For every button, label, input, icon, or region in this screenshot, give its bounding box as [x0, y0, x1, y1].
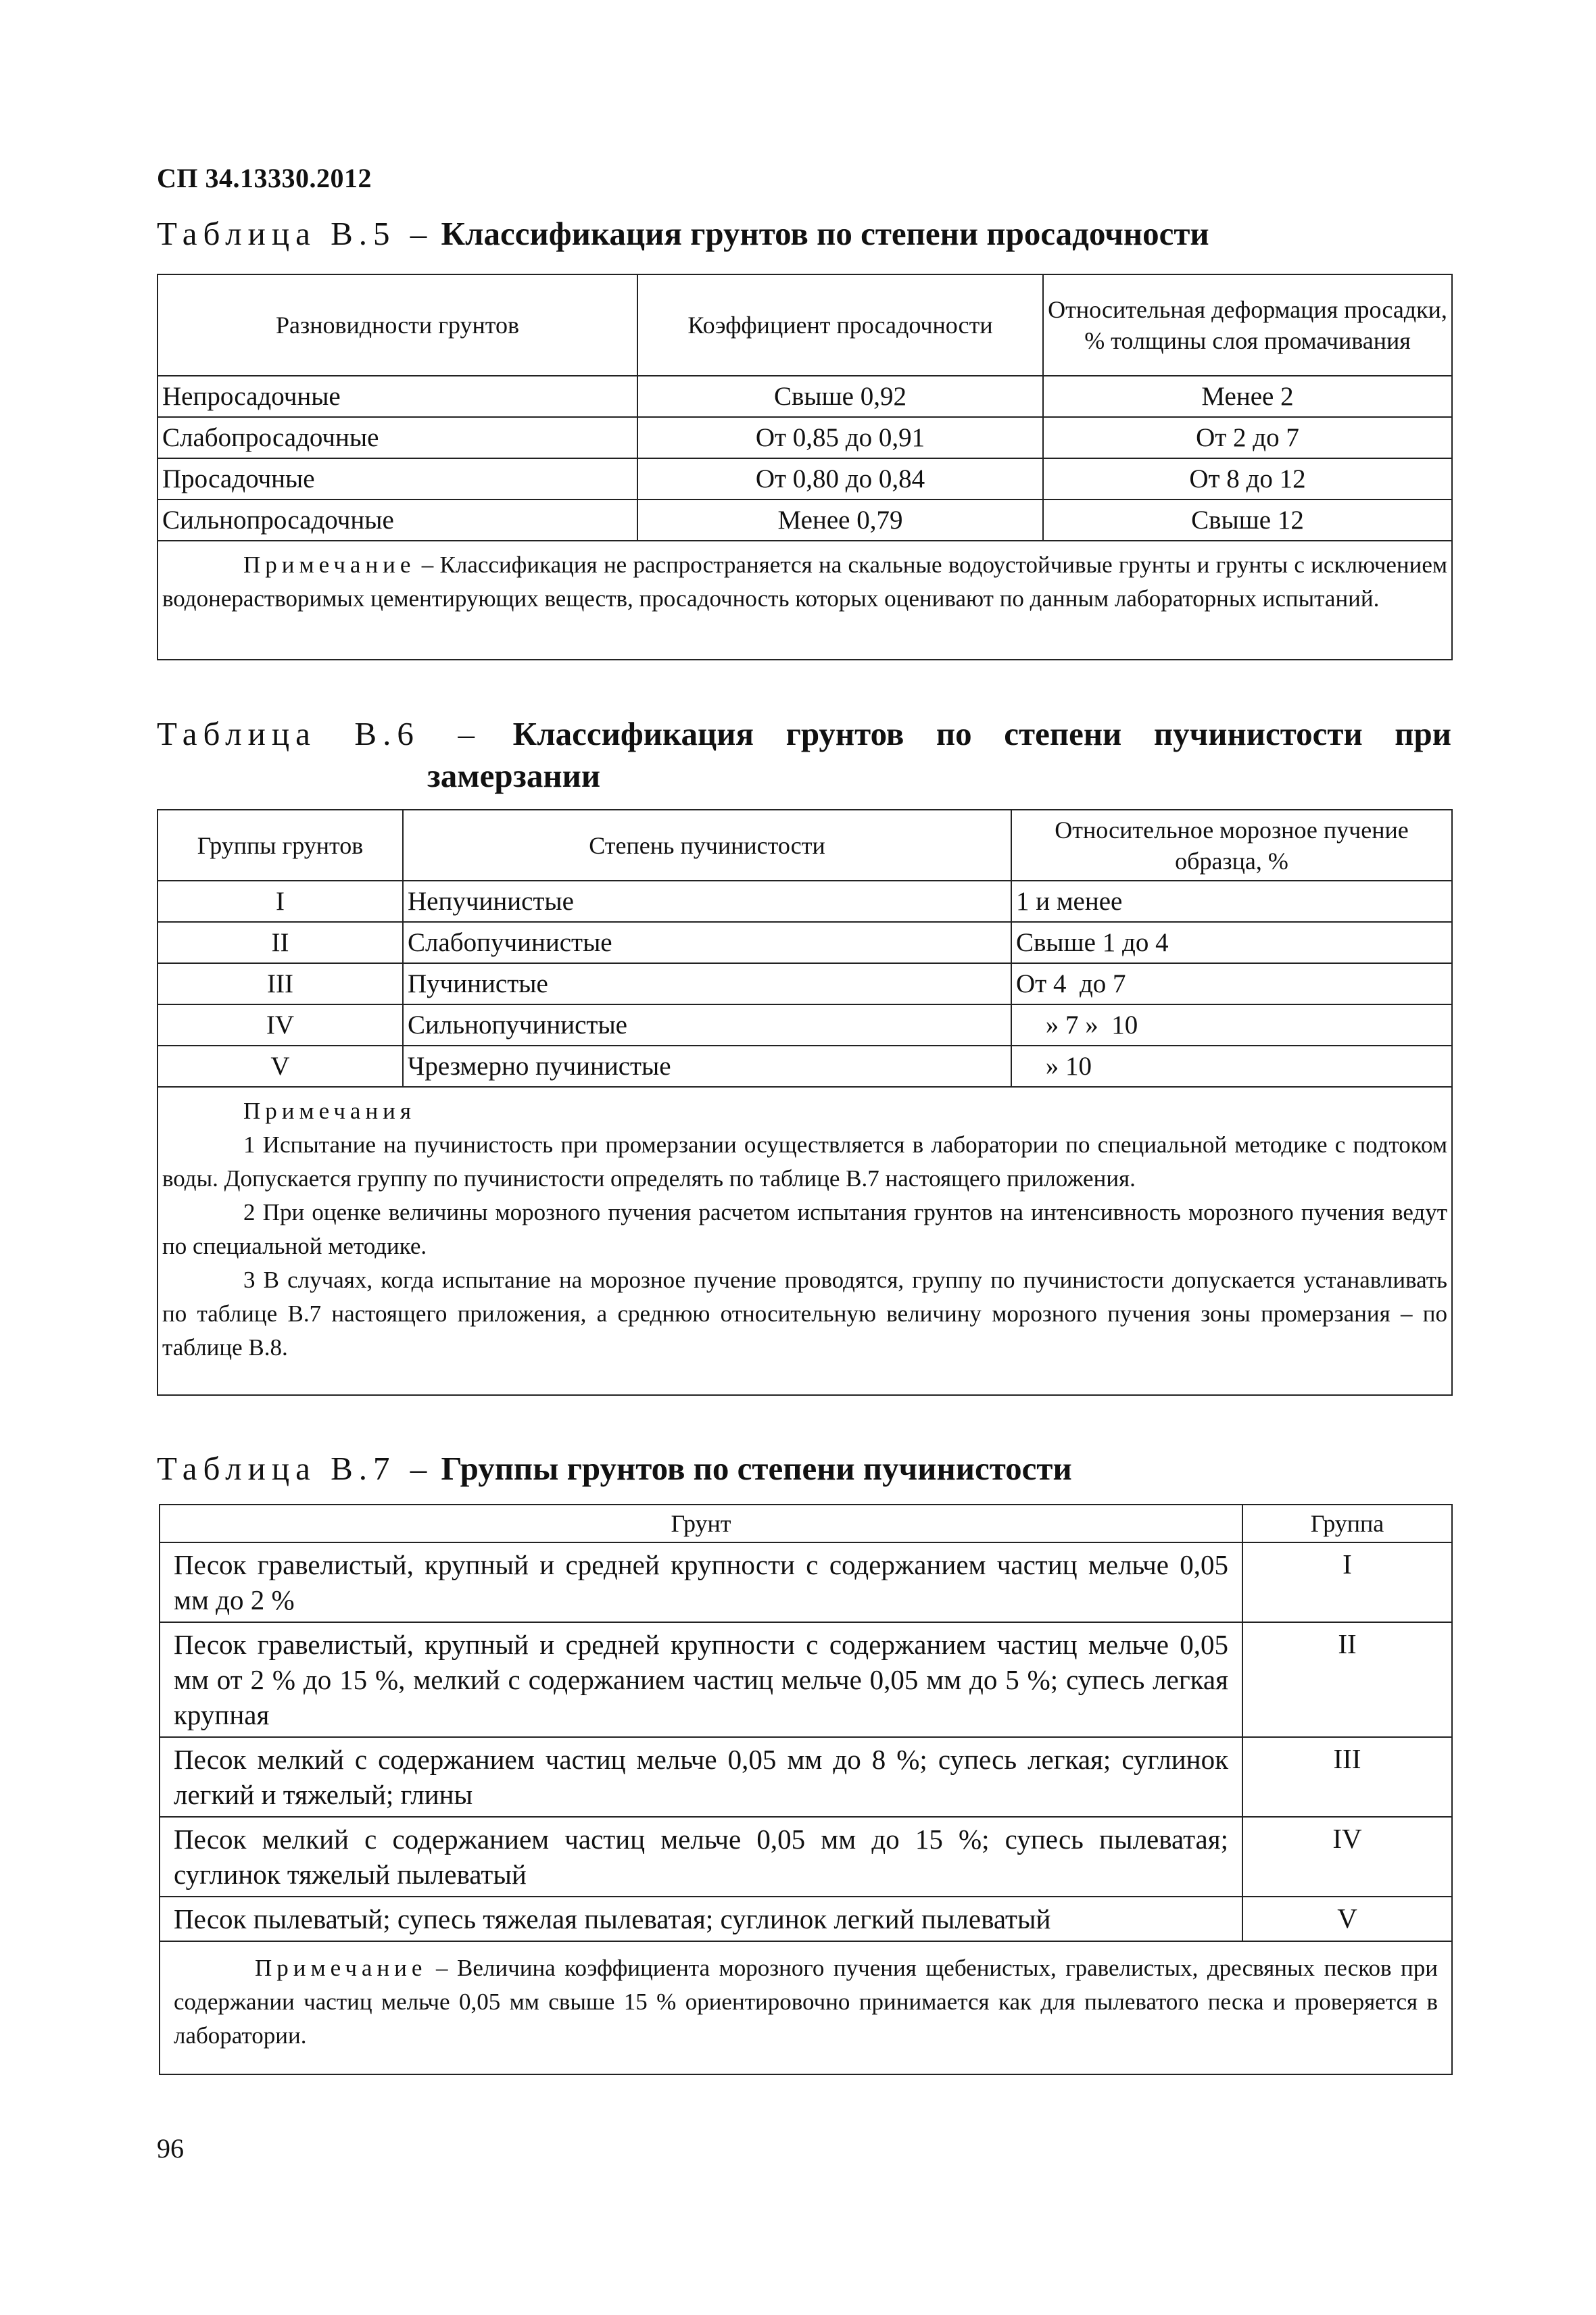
table-row: [158, 1004, 1452, 1046]
cell-soil-description: Песок гравелистый, крупный и средней крупности с содержанием частиц мельче 0,05 мм до 2 %: [160, 1542, 1242, 1622]
col-header-soil-group: Группы грунтов: [158, 810, 403, 881]
cell-group: III: [158, 963, 403, 1004]
cell-degree: Слабопучинистые: [403, 922, 1011, 963]
table-b6-caption-continued: [157, 755, 600, 797]
table-note-row: [158, 541, 1452, 660]
table-b6-caption: [157, 713, 1451, 755]
cell-degree: Чрезмерно пучинистые: [403, 1046, 1011, 1087]
table-b5-caption: [157, 213, 1209, 255]
note-label: Примечание: [255, 1955, 427, 1981]
cell-group: I: [1242, 1542, 1452, 1622]
cell-group: V: [1242, 1897, 1452, 1941]
table-b5-title: Классификация грунтов по степени просадочности: [441, 215, 1209, 252]
table-row: [158, 376, 1452, 417]
table-b5-note: [158, 541, 1452, 660]
table-b7-caption-lead: Таблица В.7 –: [157, 1450, 433, 1487]
cell-heave: » 7 » 10: [1011, 1004, 1452, 1046]
table-row: [158, 922, 1452, 963]
cell-degree: Пучинистые: [403, 963, 1011, 1004]
table-b7-caption: [157, 1448, 1072, 1490]
col-header-group: Группа: [1242, 1505, 1452, 1542]
page-number: 96: [157, 2133, 184, 2164]
table-row: [158, 963, 1452, 1004]
table-row: [158, 881, 1452, 922]
cell-soil-type: Просадочные: [158, 458, 637, 499]
table-b6-title-line2: замерзании: [427, 757, 601, 794]
col-header-relative-deformation: Относительная деформация просадки, % толщины слоя промачивания: [1043, 274, 1452, 376]
cell-group: II: [158, 922, 403, 963]
cell-coefficient: От 0,80 до 0,84: [637, 458, 1043, 499]
cell-coefficient: Свыше 0,92: [637, 376, 1043, 417]
cell-group: V: [158, 1046, 403, 1087]
table-row: [158, 1046, 1452, 1087]
table-b6: [157, 809, 1453, 1396]
note-3: 3 В случаях, когда испытание на морозное пучение проводятся, группу по пучинистости допускается устанавливать по таблице В.7 настоящего приложения, а среднюю относительную величину морозного пучения зоны промерзания – по таблице В.8.: [162, 1267, 1447, 1361]
col-header-frost-heave: Относительное морозное пучение образца, %: [1011, 810, 1452, 881]
cell-group: I: [158, 881, 403, 922]
table-row: [160, 1542, 1452, 1622]
table-row: [160, 1817, 1452, 1897]
table-note-row: [158, 1087, 1452, 1395]
cell-degree: Непучинистые: [403, 881, 1011, 922]
cell-heave: 1 и менее: [1011, 881, 1452, 922]
cell-group: IV: [1242, 1817, 1452, 1897]
table-header-row: [158, 274, 1452, 376]
col-header-heaving-degree: Степень пучинистости: [403, 810, 1011, 881]
cell-soil-type: Непросадочные: [158, 376, 637, 417]
cell-soil-description: Песок мелкий с содержанием частиц мельче 0,05 мм до 8 %; супесь легкая; суглинок легкий и тяжелый; глины: [160, 1737, 1242, 1817]
cell-group: II: [1242, 1622, 1452, 1737]
note-2: 2 При оценке величины морозного пучения расчетом испытания грунтов на интенсивность морозного пучения ведут по специальной методике.: [162, 1199, 1447, 1259]
table-b5: [157, 274, 1453, 660]
col-header-soil: Грунт: [160, 1505, 1242, 1542]
table-row: [158, 499, 1452, 541]
table-row: [160, 1737, 1452, 1817]
cell-deformation: От 8 до 12: [1043, 458, 1452, 499]
note-text: – Классификация не распространяется на скальные водоустойчивые грунты и грунты с исключением водонерастворимых цементирующих веществ, просадочность которых оценивают по данным лабораторных испытаний.: [162, 552, 1448, 612]
table-row: [158, 417, 1452, 458]
notes-label: Примечания: [243, 1098, 416, 1124]
table-b5-caption-lead: Таблица В.5 –: [157, 215, 433, 252]
cell-soil-type: Слабопросадочные: [158, 417, 637, 458]
note-text: – Величина коэффициента морозного пучения щебенистых, гравелистых, дресвяных песков при содержании частиц мельче 0,05 мм свыше 15 % ориентировочно принимается как для пылеватого песка и проверяется в лаборатории.: [174, 1955, 1438, 2049]
cell-soil-description: Песок гравелистый, крупный и средней крупности с содержанием частиц мельче 0,05 мм от 2 % до 15 %, мелкий с содержанием частиц мельче 0,05 мм до 5 %; супесь легкая крупная: [160, 1622, 1242, 1737]
cell-heave: От 4 до 7: [1011, 963, 1452, 1004]
cell-group: IV: [158, 1004, 403, 1046]
cell-soil-description: Песок мелкий с содержанием частиц мельче 0,05 мм до 15 %; супесь пылеватая; суглинок тяжелый пылеватый: [160, 1817, 1242, 1897]
table-b6-notes: [158, 1087, 1452, 1395]
cell-group: III: [1242, 1737, 1452, 1817]
cell-deformation: От 2 до 7: [1043, 417, 1452, 458]
cell-coefficient: От 0,85 до 0,91: [637, 417, 1043, 458]
table-b7: [159, 1504, 1453, 2075]
table-row: [160, 1622, 1452, 1737]
cell-deformation: Менее 2: [1043, 376, 1452, 417]
table-b6-caption-lead: Таблица В.6 –: [157, 715, 481, 752]
cell-heave: Свыше 1 до 4: [1011, 922, 1452, 963]
table-b7-note: [160, 1941, 1452, 2074]
cell-degree: Сильнопучинистые: [403, 1004, 1011, 1046]
table-header-row: [160, 1505, 1452, 1542]
col-header-subsidence-coefficient: Коэффициент просадочности: [637, 274, 1043, 376]
table-row: [158, 458, 1452, 499]
col-header-soil-type: Разновидности грунтов: [158, 274, 637, 376]
cell-soil-type: Сильнопросадочные: [158, 499, 637, 541]
cell-soil-description: Песок пылеватый; супесь тяжелая пылеватая; суглинок легкий пылеватый: [160, 1897, 1242, 1941]
table-b6-title-line1: Классификация грунтов по степени пучинистости при: [512, 715, 1452, 752]
cell-heave: » 10: [1011, 1046, 1452, 1087]
table-header-row: [158, 810, 1452, 881]
table-row: [160, 1897, 1452, 1941]
note-1: 1 Испытание на пучинистость при промерзании осуществляется в лаборатории по специальной методике с подтоком воды. Допускается группу по пучинистости определять по таблице В.7 настоящего приложения.: [162, 1131, 1447, 1192]
note-label: Примечание: [243, 552, 416, 578]
table-b7-title: Группы грунтов по степени пучинистости: [441, 1450, 1072, 1487]
table-note-row: [160, 1941, 1452, 2074]
cell-deformation: Свыше 12: [1043, 499, 1452, 541]
document-code-header: СП 34.13330.2012: [157, 163, 372, 193]
cell-coefficient: Менее 0,79: [637, 499, 1043, 541]
